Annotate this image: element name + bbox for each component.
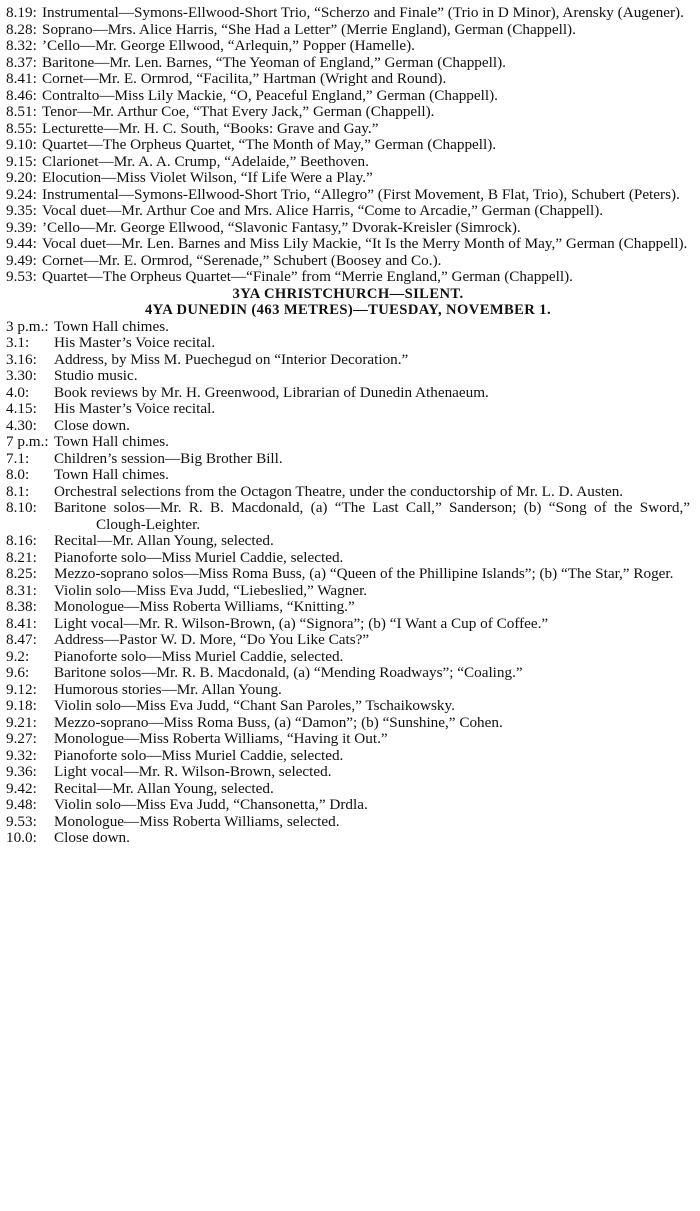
programme-entry <box>6 335 690 352</box>
entry-text: Pianoforte solo—Miss Muriel Caddie, selected. <box>54 647 344 665</box>
entry-time: 9.36: <box>6 763 37 780</box>
programme-entry <box>6 418 690 435</box>
entry-time: 7 p.m.: <box>6 433 49 450</box>
programme-entry <box>6 319 690 336</box>
entry-text: Violin solo—Miss Eva Judd, “Chansonetta,” Drdla. <box>54 796 368 813</box>
entry-time: 9.53: <box>6 812 37 830</box>
entry-text: Monologue—Miss Roberta Williams, “Having it Out.” <box>54 730 388 747</box>
programme-entry <box>6 401 690 418</box>
entry-time: 9.6: <box>6 664 30 681</box>
entry-text: Address—Pastor W. D. More, “Do You Like Cats?” <box>54 631 370 648</box>
entry-text: Baritone solos—Mr. R. B. Macdonald, (a) “Mending Roadways”; “Coaling.” <box>54 664 523 681</box>
programme-entry <box>6 484 690 501</box>
entry-time: 8.1: <box>6 482 30 500</box>
entry-time: 3.16: <box>6 350 37 368</box>
entry-text: Close down. <box>54 416 130 434</box>
entry-text: Book reviews by Mr. H. Greenwood, Librarian of Dunedin Athenaeum. <box>54 383 489 401</box>
entry-time: 9.32: <box>6 746 37 764</box>
programme-entry <box>6 797 690 814</box>
entry-text: Children’s session—Big Brother Bill. <box>54 449 283 467</box>
entry-text: Light vocal—Mr. R. Wilson-Brown, (a) “Signora”; (b) “I Want a Cup of Coffee.” <box>54 614 549 632</box>
entry-text: Baritone—Mr. Len. Barnes, “The Yeoman of England,” German (Chappell). <box>42 53 506 71</box>
entry-time: 8.32: <box>6 37 37 54</box>
programme-entry <box>6 121 690 138</box>
entry-time: 3.30: <box>6 367 37 384</box>
entry-text: Baritone solos—Mr. R. B. Macdonald, (a) “The Last Call,” Sanderson; (b) “Song of the Sword,” Clough-Leighter. <box>54 499 690 533</box>
entry-time: 8.41: <box>6 70 37 87</box>
entry-time: 8.37: <box>6 53 37 71</box>
entry-text: ’Cello—Mr. George Ellwood, “Slavonic Fantasy,” Dvorak-Kreisler (Simrock). <box>42 218 521 236</box>
entry-text: Town Hall chimes. <box>54 433 169 450</box>
entry-text: His Master’s Voice recital. <box>54 400 216 417</box>
entry-time: 9.49: <box>6 251 37 269</box>
entry-time: 4.30: <box>6 416 37 434</box>
entry-text: Instrumental—Symons-Ellwood-Short Trio, “Allegro” (First Movement, B Flat, Trio), Schubert (Peters). <box>42 185 680 203</box>
programme-entry <box>6 154 690 171</box>
programme-entry <box>6 566 690 583</box>
entry-text: Address, by Miss M. Puechegud on “Interior Decoration.” <box>54 350 409 368</box>
entry-time: 8.16: <box>6 532 37 549</box>
entry-text: His Master’s Voice recital. <box>54 334 216 351</box>
programme-entry <box>6 632 690 649</box>
entry-text: Pianoforte solo—Miss Muriel Caddie, selected. <box>54 548 344 566</box>
programme-section-4ya <box>6 319 690 847</box>
entry-time: 9.39: <box>6 218 37 236</box>
entry-text: Studio music. <box>54 367 138 384</box>
entry-text: Clarionet—Mr. A. A. Crump, “Adelaide,” Beethoven. <box>42 152 369 170</box>
entry-time: 4.0: <box>6 383 30 401</box>
entry-text: Monologue—Miss Roberta Williams, “Knitting.” <box>54 598 355 615</box>
entry-text: Light vocal—Mr. R. Wilson-Brown, selected. <box>54 763 332 780</box>
programme-entry <box>6 814 690 831</box>
entry-text: Mezzo-soprano solos—Miss Roma Buss, (a) “Queen of the Phillipine Islands”; (b) “The Star,” Roger. <box>54 565 674 582</box>
programme-entry <box>6 781 690 798</box>
programme-entry <box>6 434 690 451</box>
entry-text: Pianoforte solo—Miss Muriel Caddie, selected. <box>54 746 344 764</box>
programme-entry <box>6 748 690 765</box>
programme-entry <box>6 764 690 781</box>
entry-text: Close down. <box>54 829 130 846</box>
programme-entry <box>6 55 690 72</box>
programme-entry <box>6 203 690 220</box>
entry-time: 8.25: <box>6 565 37 582</box>
entry-text: Contralto—Miss Lily Mackie, “O, Peaceful England,” German (Chappell). <box>42 86 498 104</box>
entry-time: 9.48: <box>6 796 37 813</box>
entry-time: 8.0: <box>6 466 30 483</box>
entry-text: Town Hall chimes. <box>54 466 169 483</box>
entry-time: 8.38: <box>6 598 37 615</box>
programme-entry <box>6 731 690 748</box>
entry-time: 9.10: <box>6 136 37 153</box>
entry-time: 9.12: <box>6 680 37 698</box>
programme-entry <box>6 137 690 154</box>
entry-text: Lecturette—Mr. H. C. South, “Books: Grave and Gay.” <box>42 119 379 137</box>
programme-entry <box>6 352 690 369</box>
programme-entry <box>6 269 690 286</box>
entry-text: Humorous stories—Mr. Allan Young. <box>54 680 282 698</box>
entry-time: 8.31: <box>6 581 37 599</box>
entry-time: 3.1: <box>6 334 30 351</box>
entry-text: Orchestral selections from the Octagon Theatre, under the conductorship of Mr. L. D. Austen. <box>54 482 624 500</box>
entry-text: Violin solo—Miss Eva Judd, “Chant San Paroles,” Tschaikowsky. <box>54 697 455 714</box>
entry-time: 8.55: <box>6 119 37 137</box>
entry-text: Recital—Mr. Allan Young, selected. <box>54 779 274 797</box>
programme-entry <box>6 71 690 88</box>
programme-entry <box>6 599 690 616</box>
programme-entry <box>6 500 690 533</box>
entry-time: 9.35: <box>6 202 37 219</box>
entry-time: 8.28: <box>6 20 37 38</box>
programme-entry <box>6 451 690 468</box>
programme-entry <box>6 220 690 237</box>
entry-time: 9.44: <box>6 235 37 252</box>
entry-time: 9.24: <box>6 185 37 203</box>
entry-time: 8.10: <box>6 499 37 516</box>
entry-text: Vocal duet—Mr. Arthur Coe and Mrs. Alice Harris, “Come to Arcadie,” German (Chappell). <box>42 202 604 219</box>
entry-time: 9.42: <box>6 779 37 797</box>
programme-entry <box>6 649 690 666</box>
programme-entry <box>6 665 690 682</box>
entry-text: Soprano—Mrs. Alice Harris, “She Had a Letter” (Merrie England), German (Chappell). <box>42 20 576 38</box>
entry-time: 4.15: <box>6 400 37 417</box>
programme-entry <box>6 368 690 385</box>
programme-entry <box>6 616 690 633</box>
programme-entry <box>6 104 690 121</box>
entry-time: 8.46: <box>6 86 37 104</box>
entry-text: Cornet—Mr. E. Ormrod, “Serenade,” Schubert (Boosey and Co.). <box>42 251 442 269</box>
entry-text: Instrumental—Symons-Ellwood-Short Trio, “Scherzo and Finale” (Trio in D Minor), Arensky (Augener). <box>42 4 684 21</box>
entry-time: 8.21: <box>6 548 37 566</box>
entry-time: 9.27: <box>6 730 37 747</box>
entry-time: 8.19: <box>6 4 37 21</box>
programme-entry <box>6 583 690 600</box>
entry-time: 8.51: <box>6 103 37 120</box>
programme-entry <box>6 236 690 253</box>
entry-text: Quartet—The Orpheus Quartet, “The Month of May,” German (Chappell). <box>42 136 497 153</box>
entry-text: Mezzo-soprano—Miss Roma Buss, (a) “Damon”; (b) “Sunshine,” Cohen. <box>54 713 503 731</box>
programme-entry <box>6 5 690 22</box>
entry-time: 9.2: <box>6 647 30 665</box>
entry-text: ’Cello—Mr. George Ellwood, “Arlequin,” Popper (Hamelle). <box>42 37 415 54</box>
entry-text: Monologue—Miss Roberta Williams, selected. <box>54 812 340 830</box>
programme-entry <box>6 682 690 699</box>
station-heading-4ya: 4YA DUNEDIN (463 METRES)—TUESDAY, NOVEMBER 1. <box>144 302 551 318</box>
entry-time: 9.53: <box>6 268 37 285</box>
programme-entry <box>6 38 690 55</box>
programme-entry <box>6 830 690 847</box>
programme-entry <box>6 88 690 105</box>
programme-entry <box>6 698 690 715</box>
entry-text: Violin solo—Miss Eva Judd, “Liebeslied,” Wagner. <box>54 581 368 599</box>
entry-time: 9.15: <box>6 152 37 170</box>
entry-text: Tenor—Mr. Arthur Coe, “That Every Jack,” German (Chappell). <box>42 103 435 120</box>
entry-time: 9.18: <box>6 697 37 714</box>
programme-entry <box>6 253 690 270</box>
programme-entry <box>6 533 690 550</box>
entry-text: Vocal duet—Mr. Len. Barnes and Miss Lily Mackie, “It Is the Merry Month of May,” German (Chappell). <box>42 235 688 252</box>
entry-time: 3 p.m.: <box>6 317 49 335</box>
entry-text: Quartet—The Orpheus Quartet—“Finale” from “Merrie England,” German (Chappell). <box>42 268 573 285</box>
entry-time: 9.20: <box>6 169 37 186</box>
programme-entry <box>6 550 690 567</box>
programme-entry <box>6 467 690 484</box>
entry-time: 10.0: <box>6 829 37 846</box>
entry-text: Elocution—Miss Violet Wilson, “If Life Were a Play.” <box>42 169 373 186</box>
entry-text: Town Hall chimes. <box>54 317 169 335</box>
programme-entry <box>6 187 690 204</box>
programme-section-2ya-continued <box>6 5 690 286</box>
entry-time: 9.21: <box>6 713 37 731</box>
entry-time: 7.1: <box>6 449 30 467</box>
entry-time: 8.47: <box>6 631 37 648</box>
programme-entry <box>6 385 690 402</box>
entry-text: Cornet—Mr. E. Ormrod, “Facilita,” Hartman (Wright and Round). <box>42 70 447 87</box>
programme-entry <box>6 715 690 732</box>
entry-text: Recital—Mr. Allan Young, selected. <box>54 532 274 549</box>
programme-entry <box>6 22 690 39</box>
entry-time: 8.41: <box>6 614 37 632</box>
station-heading-3ya: 3YA CHRISTCHURCH—SILENT. <box>232 285 464 302</box>
programme-entry <box>6 170 690 187</box>
